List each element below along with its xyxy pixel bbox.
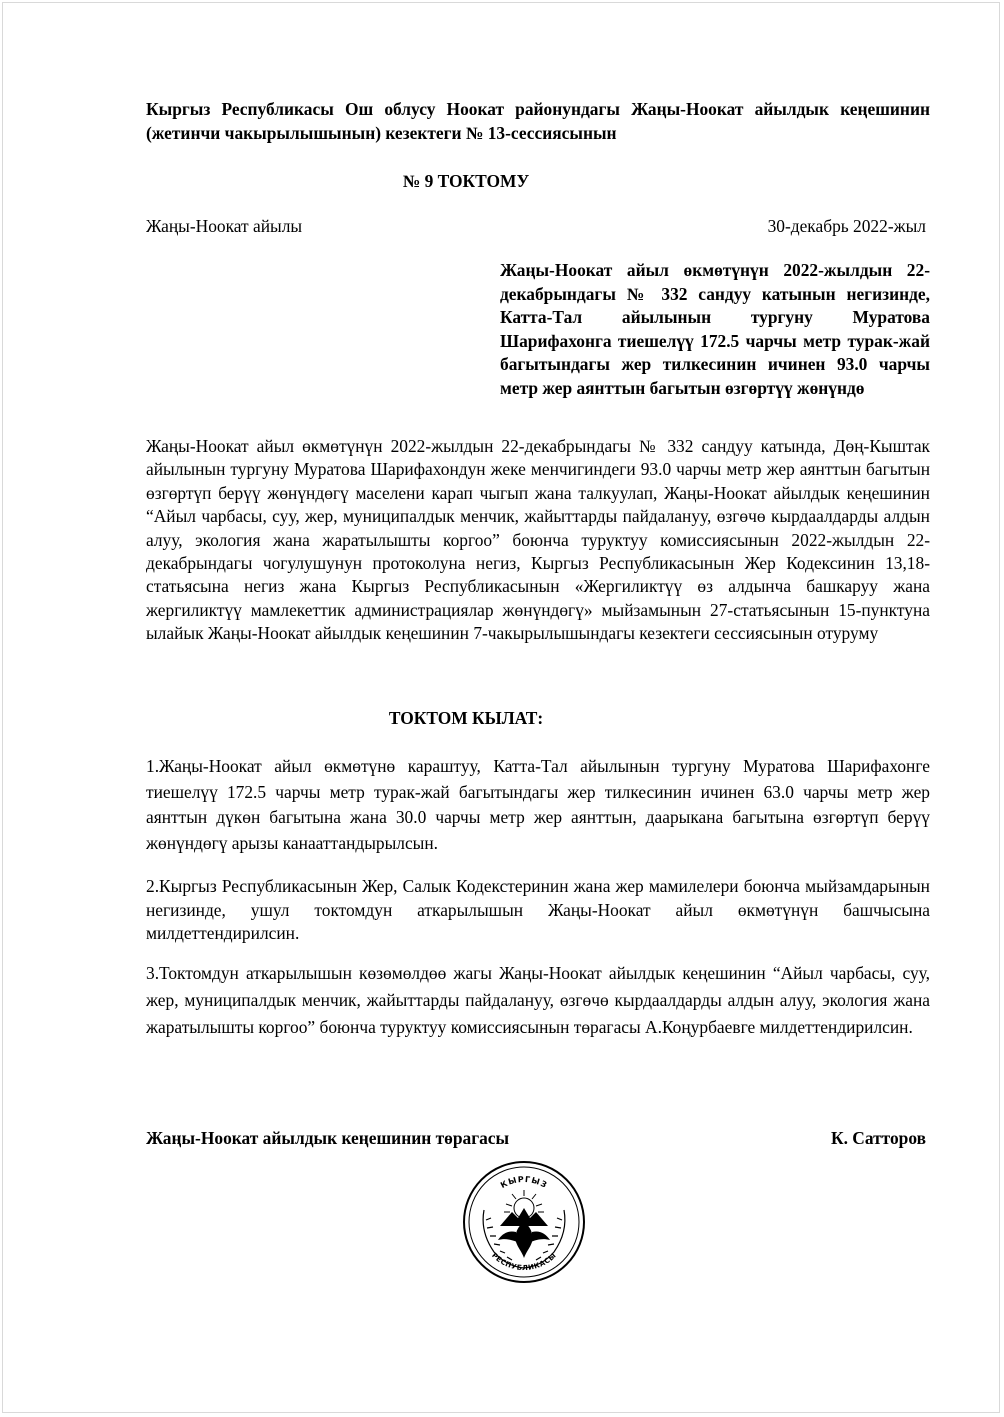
decision-item-1: 1.Жаңы-Ноокат айыл өкмөтүнө караштуу, Катта-Тал айылынын тургуну Муратова Шарифахонге тиешелүү 172.5 чарчы метр турак-жай багытындагы жер тилкесинин ичинен 63.0 чарчы метр жер аянттын дүкөн багытына жана 30.0 чарчы метр жер аянттын, даарыкана багытына өзгөртүп берүү жөнүндөгү арызы канааттандырылсын. bbox=[146, 756, 930, 853]
document-header: Кыргыз Республикасы Ош облусу Ноокат районундагы Жаңы-Ноокат айылдык кеңешинин (жетинчи чакырылышынын) кезектеги № 13-сессиясынын bbox=[146, 99, 930, 143]
date-label: 30-декабрь 2022-жыл bbox=[767, 216, 926, 236]
emblem-top-text: КЫРГЫЗ bbox=[499, 1174, 550, 1191]
decision-item-2: 2.Кыргыз Республикасынын Жер, Салык Кодекстеринин жана жер мамилелери боюнча мыйзамдарынын негизинде, ушул токтомдун аткарылышын Жаңы-Ноокат айыл өкмөтүнүн башчысына милдеттендирилсин. bbox=[146, 876, 930, 943]
decision-item-3: 3.Токтомдун аткарылышын көзөмөлдөө жагы Жаңы-Ноокат айылдык кеңешинин “Айыл чарбасы, суу, жер, муниципалдык менчик, жайыттарды пайдалануу, өзгөчө кырдаалдарды алдын алуу, экология жана жаратылышты коргоо” боюнча туруктуу комиссиясынын төрагасы А.Коңурбаевге милдеттендирилсин. bbox=[146, 963, 930, 1037]
svg-text:КЫРГЫЗ bbox=[499, 1175, 549, 1190]
decision-heading: ТОКТОМ КЫЛАТ: bbox=[388, 708, 544, 728]
place-date-row bbox=[146, 215, 926, 239]
signatory-name: К. Сатторов bbox=[831, 1128, 926, 1148]
signatory-position: Жаңы-Ноокат айылдык кеңешинин төрагасы bbox=[146, 1128, 510, 1148]
preamble-paragraph: Жаңы-Ноокат айыл өкмөтүнүн 2022-жылдын 22-декабрындагы № 332 сандуу катында, Дөң-Кыштак айылынын тургуну Муратова Шарифахондун жеке менчигиндеги 93.0 чарчы метр жер аянттын багытын өзгөртүп берүү жөнүндөгү маселени карап чыгып жана талкуулап, Жаңы-Ноокат айылдык кеңешинин “Айыл чарбасы, суу, жер, муниципалдык менчик, жайыттарды пайдалануу, өзгөчө кырдаалдарды алдын алуу, экология жана жаратылышты коргоо” боюнча туруктуу комиссиясынын 2022-жылдын 22-декабрындагы чогулушунун протоколуна негиз, Кыргыз Республикасынын Жер Кодексинин 13,18-статьясына негиз жана Кыргыз Республикасынын «Жергиликтүү өз алдынча башкаруу жана жергиликтүү мамлекеттик администрациялар жөнүндөгү» мыйзамынын 27-статьясынын 15-пунктуна ылайык Жаңы-Ноокат айылдык кеңешинин 7-чакырылышындагы кезектеги сессиясынын отуруму bbox=[146, 436, 930, 644]
document-title: № 9 ТОКТОМУ bbox=[402, 171, 530, 191]
document-subject: Жаңы-Ноокат айыл өкмөтүнүн 2022-жылдын 22-декабрындагы № 332 сандуу катынын негизинде, Катта-Тал айылынын тургуну Муратова Шарифахонга тиешелүү 172.5 чарчы метр турак-жай багытындагы жер тилкесинин ичинен 93.0 чарчы метр жер аянттын багытын өзгөртүү жөнүндө bbox=[500, 260, 930, 398]
emblem-falcon-icon bbox=[498, 1221, 550, 1258]
state-emblem-seal bbox=[462, 1160, 586, 1284]
signature-block bbox=[146, 1128, 926, 1149]
emblem-bottom-text: РЕСПУБЛИКАСЫ bbox=[490, 1251, 558, 1273]
place-label: Жаңы-Ноокат айылы bbox=[146, 216, 303, 236]
